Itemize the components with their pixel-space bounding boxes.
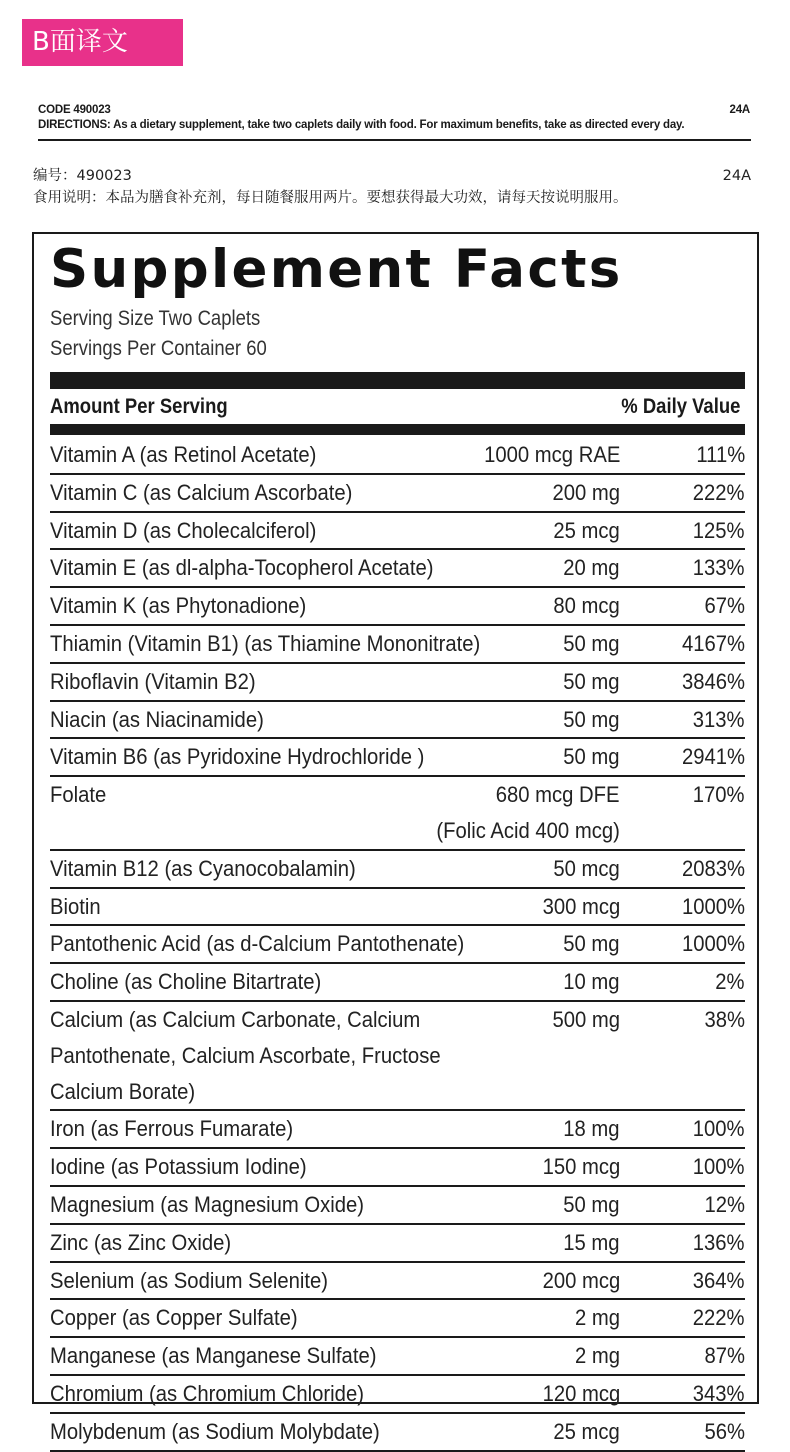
nutrient-line	[50, 813, 745, 849]
nutrient-name: Thiamin (Vitamin B1) (as Thiamine Mononitrate)	[50, 630, 481, 656]
nutrient-daily-value: 12%	[704, 1191, 745, 1217]
nutrient-row	[50, 513, 745, 551]
nutrient-line	[50, 1074, 745, 1110]
nutrient-line	[50, 1338, 745, 1374]
nutrient-daily-value: 3846%	[681, 668, 745, 694]
medium-divider	[50, 424, 745, 435]
nutrient-row	[50, 777, 745, 851]
nutrient-line	[50, 1038, 745, 1074]
lot-code: 24A	[729, 104, 750, 116]
nutrient-name: Molybdenum (as Sodium Molybdate)	[50, 1418, 380, 1444]
nutrient-line	[50, 739, 745, 775]
nutrient-line	[50, 664, 745, 700]
nutrient-line	[50, 926, 745, 962]
nutrient-row	[50, 889, 745, 927]
nutrient-name: Biotin	[50, 893, 101, 919]
nutrient-name: Vitamin K (as Phytonadione)	[50, 593, 307, 619]
supplement-facts-panel	[32, 232, 759, 1444]
nutrient-amount: (Folic Acid 400 mcg)	[436, 817, 620, 843]
nutrient-amount: 1000 mcg RAE	[483, 442, 620, 467]
amount-per-serving-header: Amount Per Serving	[50, 395, 228, 418]
product-code-cn: 编号：490023	[33, 168, 132, 184]
nutrient-amount: 500 mg	[552, 1006, 620, 1032]
nutrient-line	[50, 588, 745, 624]
directions-text-cn: 食用说明：本品为膳食补充剂，每日随餐服用两片。要想获得最大功效，请每天按说明服用。	[33, 190, 628, 206]
nutrient-name: Vitamin A (as Retinol Acetate)	[50, 442, 317, 467]
nutrient-name: Vitamin B6 (as Pyridoxine Hydrochloride )	[50, 744, 425, 770]
nutrient-daily-value: 1000%	[681, 931, 745, 957]
nutrient-name: Vitamin B12 (as Cyanocobalamin)	[50, 855, 356, 881]
nutrient-row	[50, 1300, 745, 1338]
nutrient-daily-value: 136%	[693, 1229, 745, 1255]
nutrient-row	[50, 1111, 745, 1149]
nutrient-daily-value: 343%	[693, 1380, 745, 1406]
nutrient-row	[50, 1149, 745, 1187]
nutrient-row	[50, 550, 745, 588]
nutrient-daily-value: 67%	[704, 593, 745, 619]
translation-tag: B面译文	[22, 19, 183, 66]
nutrient-line	[50, 1225, 745, 1261]
nutrient-daily-value: 87%	[704, 1343, 745, 1369]
nutrient-daily-value: 100%	[693, 1154, 745, 1180]
nutrient-daily-value: 2083%	[681, 855, 745, 881]
nutrient-name: Selenium (as Sodium Selenite)	[50, 1267, 329, 1293]
nutrient-line	[50, 1300, 745, 1336]
nutrient-amount: 2 mg	[574, 1305, 620, 1331]
nutrient-amount: 15 mg	[563, 1229, 620, 1255]
nutrient-line	[50, 889, 745, 925]
nutrient-line	[50, 1187, 745, 1223]
nutrient-row	[50, 926, 745, 964]
nutrient-daily-value: 170%	[693, 782, 745, 808]
daily-value-header: % Daily Value	[620, 395, 740, 418]
nutrient-amount: 120 mcg	[542, 1380, 620, 1406]
servings-per-container: Servings Per Container 60	[50, 337, 267, 360]
nutrient-daily-value: 111%	[696, 442, 745, 467]
nutrient-row	[50, 1187, 745, 1225]
nutrient-row	[50, 1263, 745, 1301]
nutrient-daily-value: 313%	[693, 706, 745, 732]
nutrient-daily-value: 100%	[693, 1116, 745, 1142]
nutrient-amount: 25 mcg	[553, 1418, 620, 1444]
nutrient-amount: 50 mg	[563, 630, 620, 656]
nutrient-line	[50, 1149, 745, 1185]
nutrient-amount: 80 mcg	[553, 593, 620, 619]
nutrient-row	[50, 664, 745, 702]
nutrient-row	[50, 475, 745, 513]
nutrient-name: Iodine (as Potassium Iodine)	[50, 1154, 307, 1180]
nutrient-daily-value: 56%	[704, 1418, 745, 1444]
nutrient-name: Niacin (as Niacinamide)	[50, 706, 264, 732]
nutrient-line	[50, 851, 745, 887]
nutrient-amount: 150 mcg	[542, 1154, 620, 1180]
nutrient-line	[50, 1376, 745, 1412]
nutrient-name: Choline (as Choline Bitartrate)	[50, 969, 322, 995]
nutrient-daily-value: 222%	[693, 1305, 745, 1331]
nutrient-amount: 50 mcg	[553, 855, 620, 881]
nutrient-amount: 200 mcg	[542, 1267, 620, 1293]
nutrient-name: Calcium Borate)	[50, 1078, 196, 1104]
nutrient-name: Chromium (as Chromium Chloride)	[50, 1380, 364, 1406]
nutrient-row	[50, 1002, 745, 1111]
nutrient-name: Vitamin E (as dl-alpha-Tocopherol Acetate)	[50, 555, 434, 581]
nutrient-name: Pantothenate, Calcium Ascorbate, Fructose	[50, 1042, 441, 1068]
chinese-label-header	[33, 165, 751, 209]
nutrient-row	[50, 626, 745, 664]
nutrient-line	[50, 1263, 745, 1299]
nutrient-daily-value: 1000%	[681, 893, 745, 919]
nutrient-row	[50, 1376, 745, 1414]
nutrient-amount: 10 mg	[563, 969, 620, 995]
nutrient-name: Iron (as Ferrous Fumarate)	[50, 1116, 294, 1142]
nutrient-amount: 300 mcg	[542, 893, 620, 919]
facts-title: Supplement Facts	[50, 239, 623, 300]
directions-text: DIRECTIONS: As a dietary supplement, take two caplets daily with food. For maximum benefits, take as directed every day.	[38, 119, 685, 131]
nutrient-row	[50, 437, 745, 475]
nutrient-amount: 25 mcg	[553, 517, 620, 543]
nutrient-row	[50, 1414, 745, 1452]
nutrient-name: Magnesium (as Magnesium Oxide)	[50, 1191, 365, 1217]
nutrient-row	[50, 964, 745, 1002]
serving-size: Serving Size Two Caplets	[50, 307, 261, 330]
nutrient-daily-value: 38%	[704, 1006, 745, 1032]
nutrient-amount: 50 mg	[563, 931, 620, 957]
nutrient-name: Vitamin C (as Calcium Ascorbate)	[50, 479, 353, 505]
nutrient-row	[50, 702, 745, 740]
nutrient-daily-value: 4167%	[681, 630, 745, 656]
nutrient-line	[50, 1111, 745, 1147]
nutrient-daily-value: 364%	[693, 1267, 745, 1293]
nutrient-list	[50, 437, 745, 1452]
nutrient-amount: 2 mg	[574, 1343, 620, 1369]
nutrient-line	[50, 437, 745, 473]
nutrient-amount: 50 mg	[563, 706, 620, 732]
lot-code-cn: 24A	[722, 168, 751, 184]
nutrient-name: Vitamin D (as Cholecalciferol)	[50, 517, 317, 543]
serving-info	[50, 304, 267, 364]
nutrient-amount: 50 mg	[563, 668, 620, 694]
nutrient-line	[50, 475, 745, 511]
nutrient-name: Riboflavin (Vitamin B2)	[50, 668, 256, 694]
nutrient-row	[50, 851, 745, 889]
nutrient-line	[50, 513, 745, 549]
nutrient-name: Manganese (as Manganese Sulfate)	[50, 1343, 377, 1369]
nutrient-daily-value: 2941%	[681, 744, 745, 770]
nutrient-name: Folate	[50, 782, 107, 808]
nutrient-daily-value: 133%	[693, 555, 745, 581]
nutrient-name: Zinc (as Zinc Oxide)	[50, 1229, 232, 1255]
nutrient-amount: 20 mg	[563, 555, 620, 581]
nutrient-amount: 680 mcg DFE	[496, 782, 620, 808]
nutrient-line	[50, 626, 745, 662]
nutrient-name: Pantothenic Acid (as d-Calcium Pantothenate)	[50, 931, 465, 957]
nutrient-amount: 200 mg	[552, 479, 620, 505]
nutrient-daily-value: 125%	[693, 517, 745, 543]
header-divider	[38, 139, 751, 141]
nutrient-row	[50, 1338, 745, 1376]
column-headers	[50, 392, 740, 422]
nutrient-line	[50, 777, 745, 813]
nutrient-line	[50, 964, 745, 1000]
nutrient-row	[50, 1225, 745, 1263]
nutrient-row	[50, 588, 745, 626]
nutrient-amount: 18 mg	[563, 1116, 620, 1142]
nutrient-name: Copper (as Copper Sulfate)	[50, 1305, 298, 1331]
nutrient-daily-value: 222%	[693, 479, 745, 505]
nutrient-amount: 50 mg	[563, 744, 620, 770]
nutrient-row	[50, 739, 745, 777]
english-label-header	[38, 103, 750, 133]
nutrient-name: Calcium (as Calcium Carbonate, Calcium	[50, 1006, 421, 1032]
nutrient-line	[50, 1002, 745, 1038]
nutrient-line	[50, 702, 745, 738]
nutrient-amount: 50 mg	[563, 1191, 620, 1217]
thick-divider	[50, 372, 745, 389]
nutrient-daily-value: 2%	[715, 969, 745, 995]
nutrient-line	[50, 1414, 745, 1450]
nutrient-line	[50, 550, 745, 586]
product-code: CODE 490023	[38, 104, 111, 116]
